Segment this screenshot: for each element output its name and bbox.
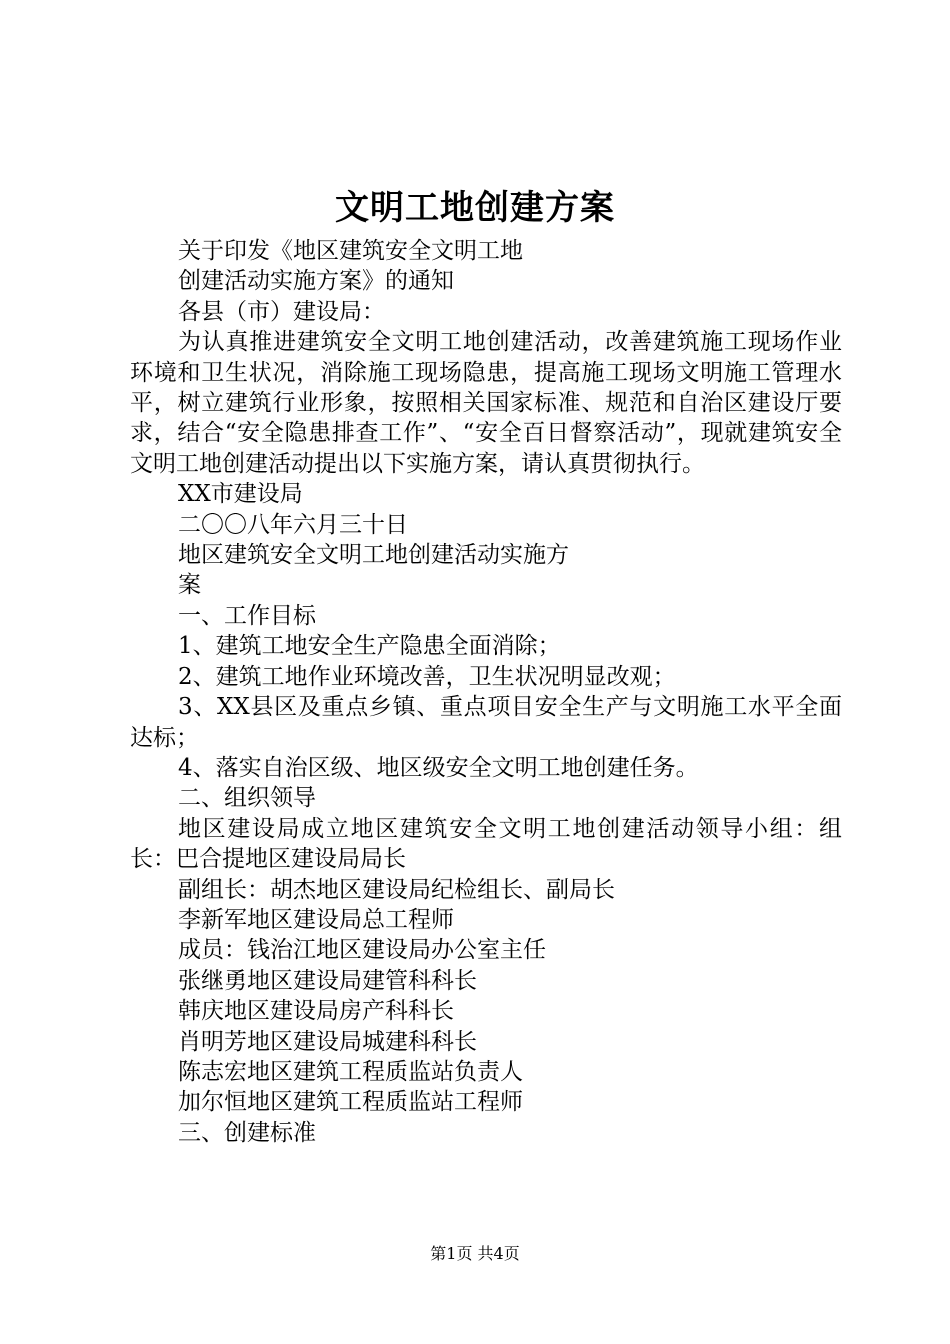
paragraph: 3、XX县区及重点乡镇、重点项目安全生产与文明施工水平全面达标； [130,694,842,751]
paragraph: 2、建筑工地作业环境改善，卫生状况明显改观； [178,663,676,690]
paragraph: 为认真推进建筑安全文明工地创建活动，改善建筑施工现场作业环境和卫生状况，消除施工现场隐患，提高施工现场文明施工管理水平，树立建筑行业形象，按照相关国家标准、规范和自治区建设厅要求，结合“安全隐患排查工作”、“安全百日督察活动”，现就建筑安全文明工地创建活动提出以下实施方案，请认真贯彻执行。 [130,329,842,477]
paragraph: 成员：钱治江地区建设局办公室主任 [178,937,546,964]
paragraph: 加尔恒地区建筑工程质监站工程师 [178,1089,523,1116]
paragraph: 韩庆地区建设局房产科科长 [178,998,454,1025]
paragraph: 案 [178,572,201,599]
paragraph: 肖明芳地区建设局城建科科长 [178,1028,477,1055]
paragraph: 地区建设局成立地区建筑安全文明工地创建活动领导小组：组长：巴合提地区建设局局长 [130,815,842,873]
section-heading: 三、创建标准 [178,1119,316,1146]
paragraph: 李新军地区建设局总工程师 [178,906,454,933]
document-title: 文明工地创建方案 [335,188,615,228]
paragraph: 陈志宏地区建筑工程质监站负责人 [178,1058,523,1085]
section-heading: 一、工作目标 [178,602,316,629]
page-number-footer: 第1页 共4页 [430,1244,520,1263]
paragraph: 关于印发《地区建筑安全文明工地 [178,238,523,264]
paragraph: 二〇〇八年六月三十日 [178,511,408,538]
paragraph: 各县（市）建设局： [178,298,385,325]
paragraph: XX市建设局 [178,481,303,508]
paragraph: 副组长：胡杰地区建设局纪检组长、副局长 [178,876,615,903]
paragraph: 1、建筑工地安全生产隐患全面消除； [178,633,561,660]
paragraph: 地区建筑安全文明工地创建活动实施方 [178,542,569,569]
paragraph: 4、落实自治区级、地区级安全文明工地创建任务。 [178,754,699,781]
section-heading: 二、组织领导 [178,785,316,812]
paragraph: 张继勇地区建设局建管科科长 [178,967,477,994]
document-body [130,236,842,1148]
paragraph: 创建活动实施方案》的通知 [178,268,454,295]
